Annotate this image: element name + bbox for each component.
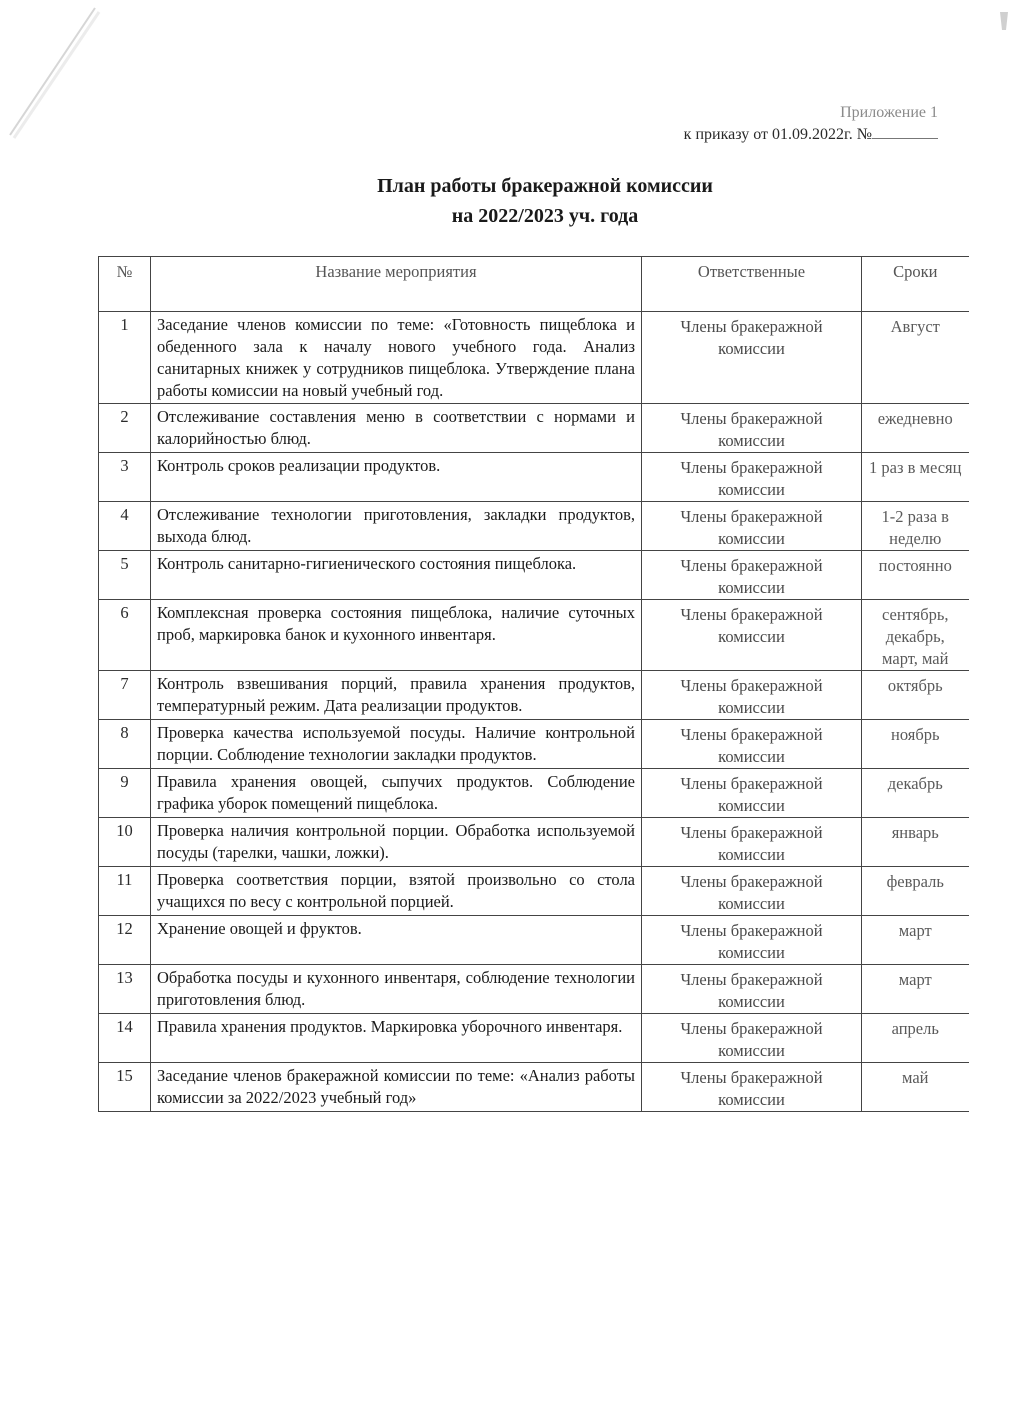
event-name: Проверка соответствия порции, взятой произвольно со стола учащихся по весу с контрольной порцией. bbox=[151, 867, 642, 916]
deadline: ежедневно bbox=[862, 404, 969, 453]
row-number: 5 bbox=[99, 551, 151, 600]
event-name: Правила хранения овощей, сыпучих продуктов. Соблюдение графика уборок помещений пищеблока. bbox=[151, 769, 642, 818]
responsible: Члены бракеражной комиссии bbox=[642, 769, 862, 818]
deadline: декабрь bbox=[862, 769, 969, 818]
document-title bbox=[0, 171, 1024, 231]
deadline: март bbox=[862, 916, 969, 965]
event-name: Обработка посуды и кухонного инвентаря, соблюдение технологии приготовления блюд. bbox=[151, 965, 642, 1014]
deadline: ноябрь bbox=[862, 720, 969, 769]
row-number: 11 bbox=[99, 867, 151, 916]
deadline: Август bbox=[862, 312, 969, 404]
event-name: Отслеживание составления меню в соответствии с нормами и калорийностью блюд. bbox=[151, 404, 642, 453]
table-row bbox=[99, 720, 969, 769]
deadline: январь bbox=[862, 818, 969, 867]
event-name: Правила хранения продуктов. Маркировка уборочного инвентаря. bbox=[151, 1014, 642, 1063]
table-row bbox=[99, 502, 969, 551]
order-reference bbox=[684, 124, 938, 146]
table-row bbox=[99, 1014, 969, 1063]
table-row bbox=[99, 404, 969, 453]
event-name: Контроль сроков реализации продуктов. bbox=[151, 453, 642, 502]
table-row bbox=[99, 1063, 969, 1112]
responsible: Члены бракеражной комиссии bbox=[642, 502, 862, 551]
table-header-row bbox=[99, 257, 969, 312]
responsible: Члены бракеражной комиссии bbox=[642, 404, 862, 453]
event-name: Контроль взвешивания порций, правила хранения продуктов, температурный режим. Дата реализации продуктов. bbox=[151, 671, 642, 720]
scan-mark bbox=[996, 10, 1012, 32]
row-number: 9 bbox=[99, 769, 151, 818]
row-number: 3 bbox=[99, 453, 151, 502]
commission-plan-table bbox=[98, 256, 969, 1112]
event-name: Заседание членов комиссии по теме: «Готовность пищеблока и обеденного зала к началу нового учебного года. Анализ санитарных книжек у сотрудников пищеблока. Утверждение плана работы комиссии на новый учебный год. bbox=[151, 312, 642, 404]
event-name: Заседание членов бракеражной комиссии по теме: «Анализ работы комиссии за 2022/2023 учебный год» bbox=[151, 1063, 642, 1112]
responsible: Члены бракеражной комиссии bbox=[642, 720, 862, 769]
responsible: Члены бракеражной комиссии bbox=[642, 916, 862, 965]
event-name: Проверка качества используемой посуды. Наличие контрольной порции. Соблюдение технологии закладки продуктов. bbox=[151, 720, 642, 769]
header-name: Название мероприятия bbox=[151, 257, 642, 312]
row-number: 15 bbox=[99, 1063, 151, 1112]
row-number: 4 bbox=[99, 502, 151, 551]
deadline: март bbox=[862, 965, 969, 1014]
table-row bbox=[99, 818, 969, 867]
order-reference-text: к приказу от 01.09.2022г. № bbox=[683, 126, 872, 143]
deadline: май bbox=[862, 1063, 969, 1112]
responsible: Члены бракеражной комиссии bbox=[642, 671, 862, 720]
table-row bbox=[99, 916, 969, 965]
event-name: Комплексная проверка состояния пищеблока, наличие суточных проб, маркировка банок и кухонного инвентаря. bbox=[151, 600, 642, 671]
header-responsible: Ответственные bbox=[642, 257, 862, 312]
row-number: 10 bbox=[99, 818, 151, 867]
row-number: 14 bbox=[99, 1014, 151, 1063]
deadline: 1 раз в месяц bbox=[862, 453, 969, 502]
table-row bbox=[99, 671, 969, 720]
responsible: Члены бракеражной комиссии bbox=[642, 1014, 862, 1063]
event-name: Хранение овощей и фруктов. bbox=[151, 916, 642, 965]
header-deadline: Сроки bbox=[862, 257, 969, 312]
title-line-2: на 2022/2023 уч. года bbox=[451, 205, 639, 227]
table-row bbox=[99, 312, 969, 404]
order-number-blank bbox=[872, 124, 938, 139]
responsible: Члены бракеражной комиссии bbox=[642, 600, 862, 671]
table-row bbox=[99, 600, 969, 671]
paper-fold-mark bbox=[0, 0, 120, 150]
deadline: февраль bbox=[862, 867, 969, 916]
event-name: Отслеживание технологии приготовления, закладки продуктов, выхода блюд. bbox=[151, 502, 642, 551]
row-number: 1 bbox=[99, 312, 151, 404]
table-row bbox=[99, 453, 969, 502]
title-line-1: План работы бракеражной комиссии bbox=[377, 175, 713, 197]
responsible: Члены бракеражной комиссии bbox=[642, 551, 862, 600]
row-number: 6 bbox=[99, 600, 151, 671]
table-row bbox=[99, 769, 969, 818]
event-name: Контроль санитарно-гигиенического состояния пищеблока. bbox=[151, 551, 642, 600]
responsible: Члены бракеражной комиссии bbox=[642, 965, 862, 1014]
row-number: 2 bbox=[99, 404, 151, 453]
responsible: Члены бракеражной комиссии bbox=[642, 818, 862, 867]
deadline: апрель bbox=[862, 1014, 969, 1063]
table-row bbox=[99, 965, 969, 1014]
row-number: 12 bbox=[99, 916, 151, 965]
row-number: 7 bbox=[99, 671, 151, 720]
table-row bbox=[99, 551, 969, 600]
table-row bbox=[99, 867, 969, 916]
deadline: 1-2 раза в неделю bbox=[862, 502, 969, 551]
responsible: Члены бракеражной комиссии bbox=[642, 867, 862, 916]
row-number: 13 bbox=[99, 965, 151, 1014]
responsible: Члены бракеражной комиссии bbox=[642, 453, 862, 502]
appendix-note bbox=[684, 102, 938, 146]
appendix-label: Приложение 1 bbox=[840, 104, 938, 121]
responsible: Члены бракеражной комиссии bbox=[642, 312, 862, 404]
row-number: 8 bbox=[99, 720, 151, 769]
deadline: сентябрь, декабрь, март, май bbox=[862, 600, 969, 671]
event-name: Проверка наличия контрольной порции. Обработка используемой посуды (тарелки, чашки, ложки). bbox=[151, 818, 642, 867]
deadline: октябрь bbox=[862, 671, 969, 720]
responsible: Члены бракеражной комиссии bbox=[642, 1063, 862, 1112]
header-num: № bbox=[99, 257, 151, 312]
deadline: постоянно bbox=[862, 551, 969, 600]
